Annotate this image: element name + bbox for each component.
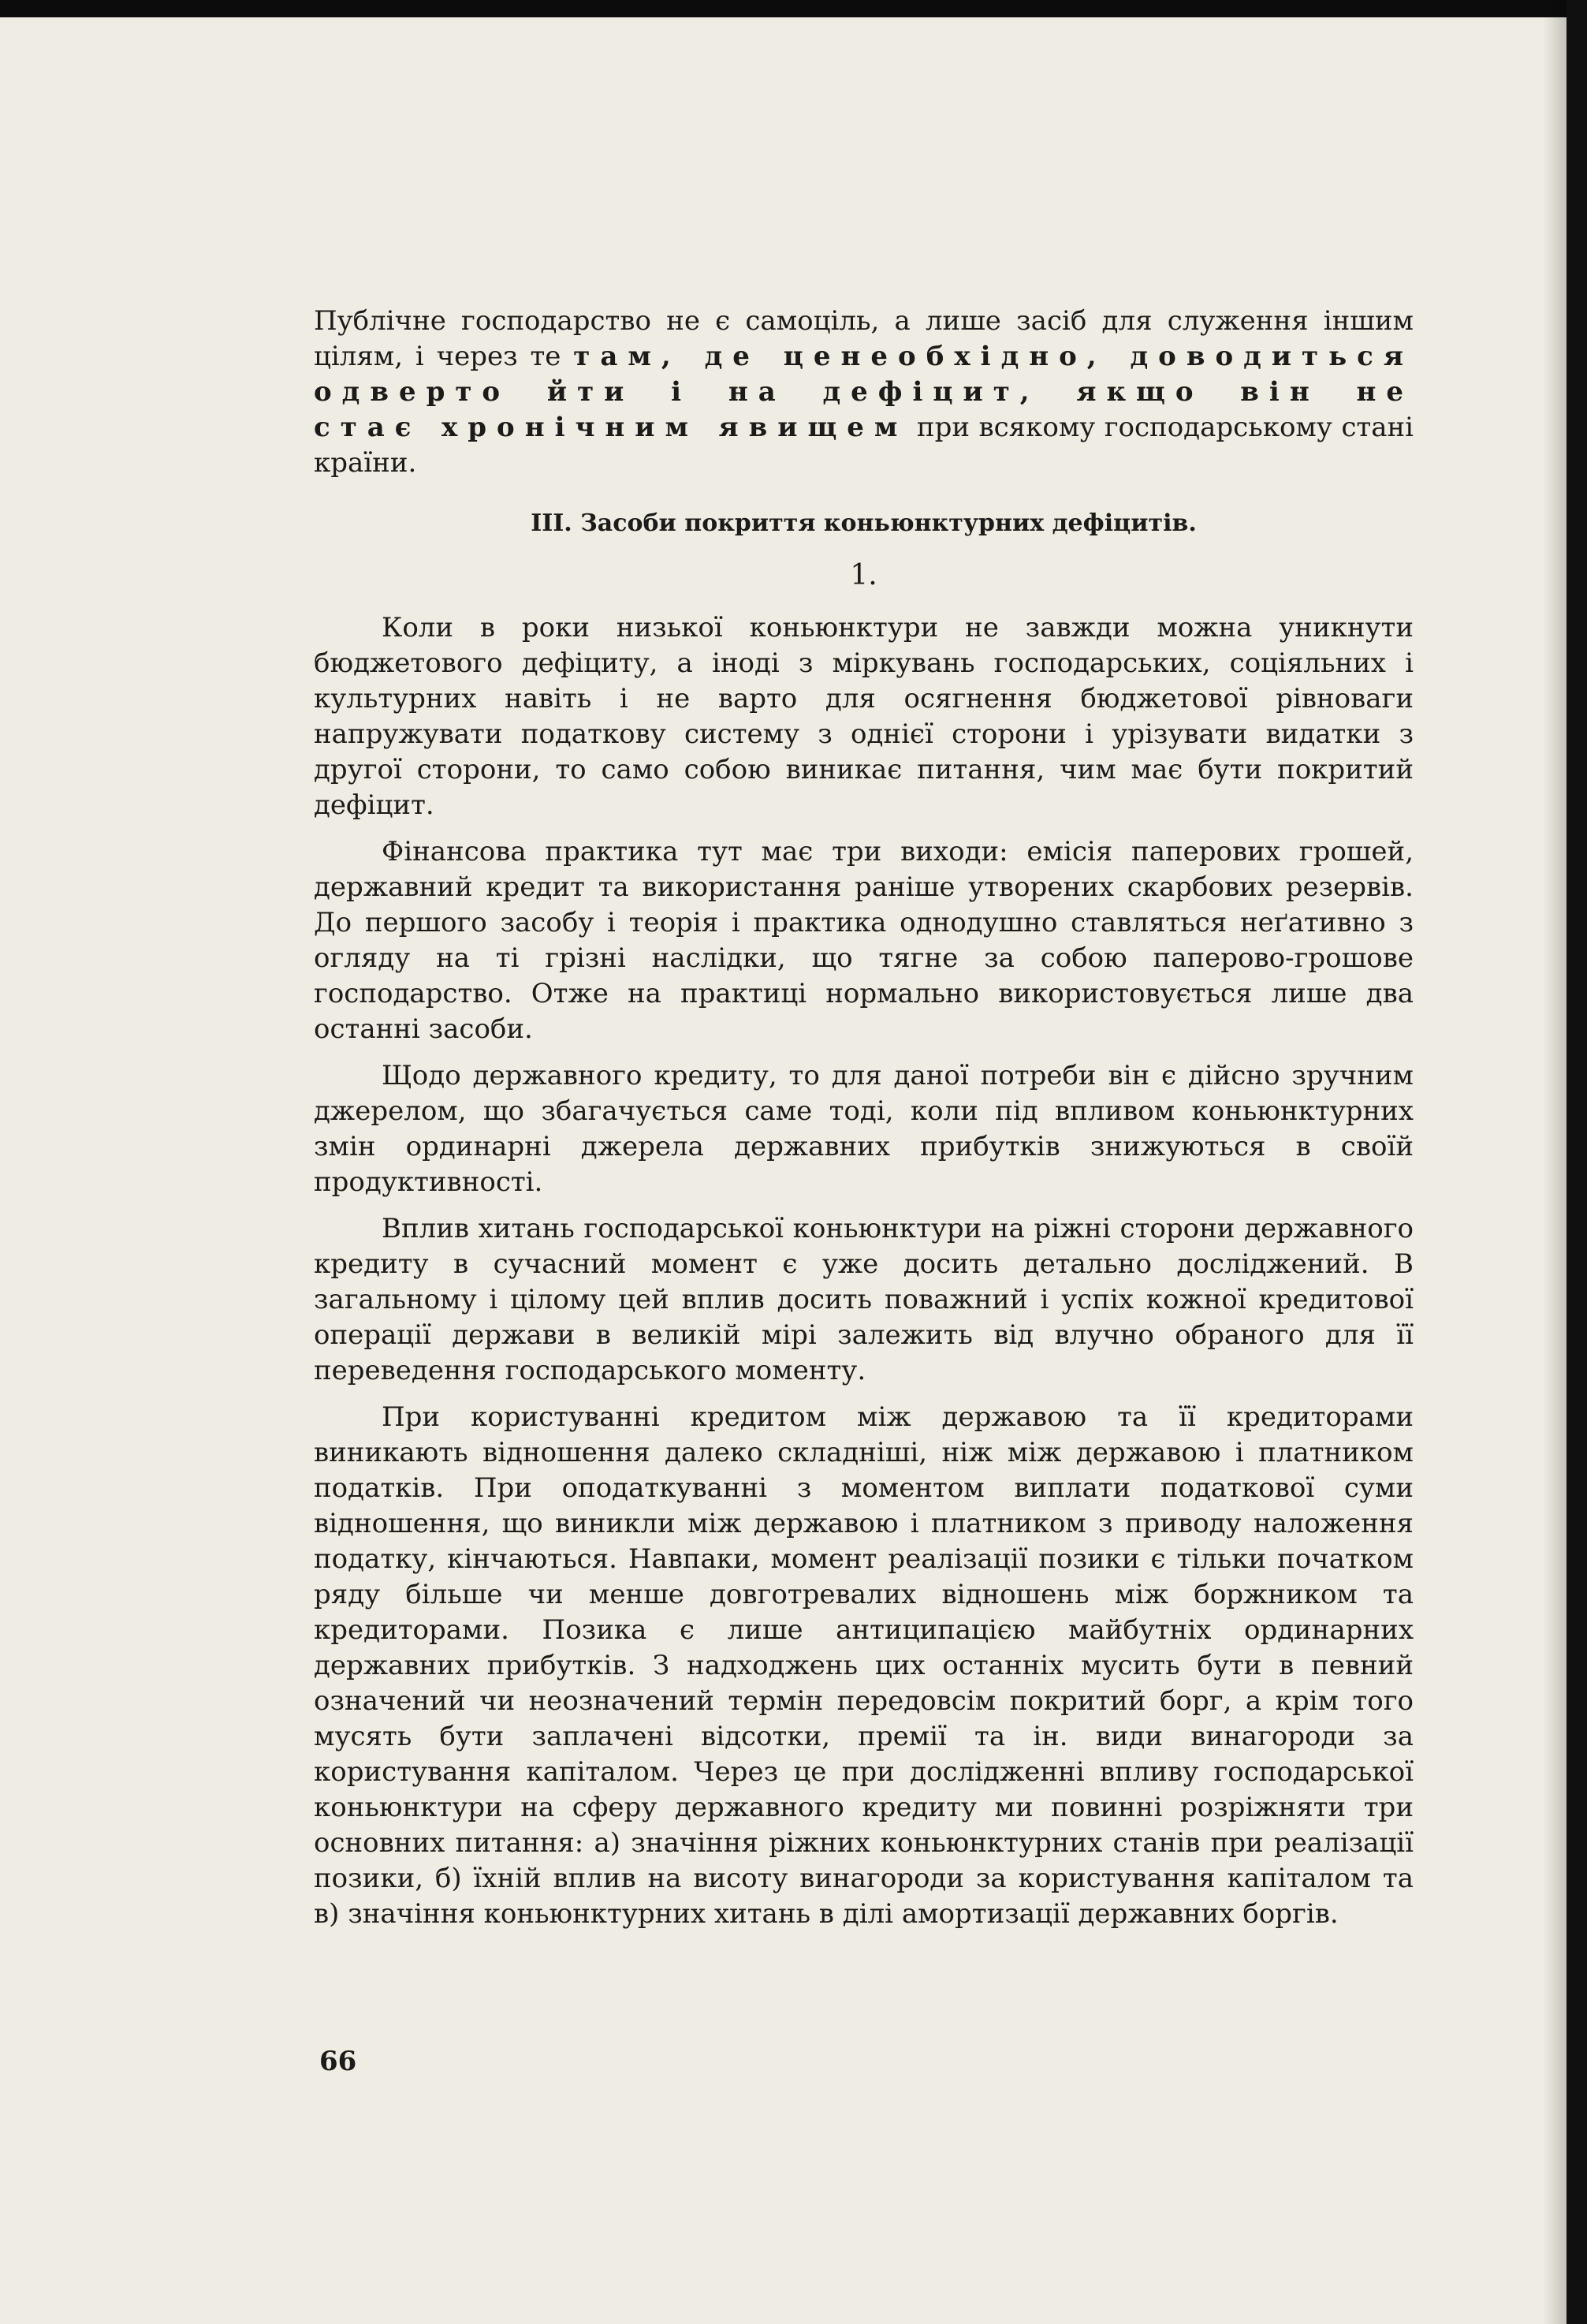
intro-text-start: Публічне господарство не є самоціль, а лише засіб для служення іншим цілям, і через те: [314, 305, 1414, 372]
scan-border-top: [0, 0, 1587, 17]
intro-paragraph: [314, 304, 1414, 481]
section-heading: III. Засоби покриття коньюнктурних дефіцитів.: [531, 509, 1197, 537]
page-number: 66: [319, 2046, 357, 2077]
intro-text-end: при всякому господарському стані країни.: [314, 412, 1414, 479]
section-number: 1.: [850, 559, 877, 591]
intro-spaced-emphasis: там, де ценеобхідно, доводиться одверто йти і на дефіцит, якщо він не стає хронічним явищем: [314, 341, 1414, 443]
scan-shadow-right: [1543, 0, 1567, 2324]
body-paragraph: Фінансова практика тут має три виходи: емісія паперових грошей, державний кредит та використання раніше утворених скарбових резервів. До першого засобу і теорія і практика однодушно ставляться неґативно з огляду на ті грізні наслідки, що тягне за собою паперово-грошове господарство. Отже на практиці нормально використовується лише два останні засоби.: [314, 836, 1414, 1045]
body-paragraph: Коли в роки низької коньюнктури не завжди можна уникнути бюджетового дефіциту, а іноді з міркувань господарських, соціяльних і культурних навіть і не варто для осягнення бюджетової рівноваги напружувати податкову систему з однієї сторони і урізувати видатки з другої сторони, то само собою виникає питання, чим має бути покритий дефіцит.: [314, 612, 1414, 821]
page-content: [314, 304, 1414, 1932]
body-paragraph: Вплив хитань господарської коньюнктури на ріжні сторони державного кредиту в сучасний момент є уже досить детально досліджений. В загальному і цілому цей вплив досить поважний і успіх кожної кредитової операції держави в великій мірі залежить від влучно обраного для її переведення господарського моменту.: [314, 1213, 1414, 1386]
body-paragraph: Щодо державного кредиту, то для даної потреби він є дійсно зручним джерелом, що збагачується саме тоді, коли під впливом коньюнктурних змін ординарні джерела державних прибутків знижуються в своїй продуктивності.: [314, 1060, 1414, 1198]
scan-border-right: [1567, 0, 1587, 2324]
body-paragraph: При користуванні кредитом між державою та її кредиторами виникають відношення далеко складніші, ніж між державою і платником податків. При оподаткуванні з моментом виплати податкової суми відношення, що виникли між державою і платником з приводу наложення податку, кінчаються. Навпаки, момент реалізації позики є тільки початком ряду більше чи менше довготревалих відношень між боржником та кредиторами. Позика є лише антиципацією майбутніх ординарних державних прибутків. З надходжень цих останніх мусить бути в певний означений чи неозначений термін передовсім покритий борг, а крім того мусять бути заплачені відсотки, премії та ін. види винагороди за користування капіталом. Через це при дослідженні впливу господарської коньюнктури на сферу державного кредиту ми повинні розріжняти три основних питання: а) значіння ріжних коньюнктурних станів при реалізації позики, б) їхній вплив на висоту винагороди за користування капіталом та в) значіння коньюнктурних хитань в ділі амортизації державних боргів.: [314, 1401, 1414, 1930]
